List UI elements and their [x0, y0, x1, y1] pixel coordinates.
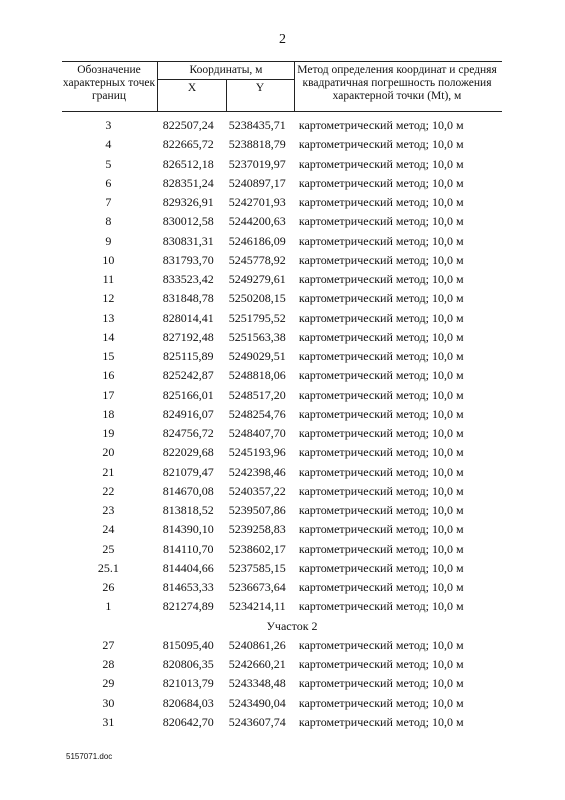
- coord-y: 5239507,86: [228, 503, 286, 518]
- header-x: X: [187, 82, 197, 94]
- method: картометрический метод; 10,0 м: [298, 137, 464, 152]
- coord-y: 5242660,21: [228, 657, 286, 672]
- table-row: [62, 559, 502, 578]
- coord-x: 826512,18: [162, 156, 214, 171]
- point-number: 10: [102, 252, 115, 267]
- section-title: Участок 2: [266, 618, 318, 633]
- point-number: 18: [102, 406, 115, 421]
- coord-x: 825166,01: [162, 387, 214, 402]
- coord-x: 820684,03: [162, 695, 214, 710]
- point-number: 4: [105, 137, 112, 152]
- method: картометрический метод; 10,0 м: [298, 252, 464, 267]
- header-method: Метод определения координат и средняя квадратичная погрешность положения характерной точки (Mt), м: [297, 64, 497, 102]
- table-row: [62, 597, 502, 616]
- method: картометрический метод; 10,0 м: [298, 464, 464, 479]
- point-number: 24: [102, 522, 115, 537]
- table-row: [62, 636, 502, 655]
- method: картометрический метод; 10,0 м: [298, 445, 464, 460]
- table-row: [62, 232, 502, 251]
- coord-x: 814390,10: [162, 522, 214, 537]
- table-row: [62, 540, 502, 559]
- method: картометрический метод; 10,0 м: [298, 541, 464, 556]
- coord-y: 5246186,09: [228, 233, 286, 248]
- point-number: 23: [102, 503, 115, 518]
- point-number: 26: [102, 580, 115, 595]
- method: картометрический метод; 10,0 м: [298, 156, 464, 171]
- coord-y: 5244200,63: [228, 214, 286, 229]
- coord-y: 5238818,79: [228, 137, 286, 152]
- table-row: [62, 270, 502, 289]
- method: картометрический метод; 10,0 м: [298, 233, 464, 248]
- method: картометрический метод; 10,0 м: [298, 560, 464, 575]
- coord-y: 5249279,61: [228, 272, 286, 287]
- table-row: [62, 482, 502, 501]
- method: картометрический метод; 10,0 м: [298, 599, 464, 614]
- point-number: 9: [105, 233, 112, 248]
- coord-y: 5251563,38: [228, 329, 286, 344]
- coord-x: 814110,70: [162, 541, 214, 556]
- method: картометрический метод; 10,0 м: [298, 676, 464, 691]
- coord-x: 821079,47: [162, 464, 214, 479]
- method: картометрический метод; 10,0 м: [298, 368, 464, 383]
- point-number: 21: [102, 464, 115, 479]
- point-number: 25.1: [97, 560, 119, 575]
- table-row: [62, 135, 502, 154]
- table-row: [62, 520, 502, 539]
- coord-x: 831848,78: [162, 291, 214, 306]
- method: картометрический метод; 10,0 м: [298, 214, 464, 229]
- point-number: 25: [102, 541, 115, 556]
- table-row: [62, 212, 502, 231]
- point-number: 30: [102, 695, 115, 710]
- table-row: [62, 347, 502, 366]
- coord-x: 828351,24: [162, 175, 214, 190]
- point-number: 13: [102, 310, 115, 325]
- coord-y: 5248254,76: [228, 406, 286, 421]
- point-number: 3: [105, 118, 112, 133]
- document-filename: 5157071.doc: [66, 752, 113, 761]
- coord-y: 5248407,70: [228, 426, 286, 441]
- method: картометрический метод; 10,0 м: [298, 503, 464, 518]
- point-number: 31: [102, 714, 115, 729]
- coord-y: 5245193,96: [228, 445, 286, 460]
- coord-x: 821013,79: [162, 676, 214, 691]
- table-row: [62, 424, 502, 443]
- coord-x: 824916,07: [162, 406, 214, 421]
- method: картометрический метод; 10,0 м: [298, 387, 464, 402]
- table-row: [62, 405, 502, 424]
- table-row: [62, 443, 502, 462]
- method: картометрический метод; 10,0 м: [298, 406, 464, 421]
- coord-x: 822507,24: [162, 118, 214, 133]
- method: картометрический метод; 10,0 м: [298, 714, 464, 729]
- coord-x: 830831,31: [162, 233, 214, 248]
- coord-x: 824756,72: [162, 426, 214, 441]
- coord-y: 5248517,20: [228, 387, 286, 402]
- coord-y: 5243490,04: [228, 695, 286, 710]
- table-row: [62, 386, 502, 405]
- method: картометрический метод; 10,0 м: [298, 175, 464, 190]
- point-number: 6: [105, 175, 112, 190]
- coord-y: 5250208,15: [228, 291, 286, 306]
- coord-y: 5240357,22: [228, 483, 286, 498]
- coord-y: 5243348,48: [228, 676, 286, 691]
- coord-x: 822029,68: [162, 445, 214, 460]
- table-row: [62, 578, 502, 597]
- coord-x: 813818,52: [162, 503, 214, 518]
- method: картометрический метод; 10,0 м: [298, 483, 464, 498]
- page-number: 2: [279, 32, 286, 47]
- method: картометрический метод; 10,0 м: [298, 291, 464, 306]
- table-row: [62, 674, 502, 693]
- point-number: 7: [105, 195, 112, 210]
- point-number: 14: [102, 329, 115, 344]
- table-row: [62, 694, 502, 713]
- point-number: 19: [102, 426, 115, 441]
- coord-x: 829326,91: [162, 195, 214, 210]
- point-number: 11: [102, 272, 115, 287]
- table-row: [62, 251, 502, 270]
- header-designation: Обозначение характерных точек границ: [62, 64, 156, 102]
- point-number: 12: [102, 291, 115, 306]
- method: картометрический метод; 10,0 м: [298, 657, 464, 672]
- coord-x: 827192,48: [162, 329, 214, 344]
- point-number: 8: [105, 214, 112, 229]
- coord-x: 822665,72: [162, 137, 214, 152]
- point-number: 20: [102, 445, 115, 460]
- table-row: [62, 174, 502, 193]
- point-number: 16: [102, 368, 115, 383]
- header-top-rule: [62, 61, 502, 62]
- coord-y: 5238602,17: [228, 541, 286, 556]
- coord-x: 814670,08: [162, 483, 214, 498]
- point-number: 29: [102, 676, 115, 691]
- coord-y: 5237585,15: [228, 560, 286, 575]
- coord-x: 825242,87: [162, 368, 214, 383]
- method: картометрический метод; 10,0 м: [298, 310, 464, 325]
- method: картометрический метод; 10,0 м: [298, 329, 464, 344]
- point-number: 27: [102, 637, 115, 652]
- coord-y: 5238435,71: [228, 118, 286, 133]
- coord-y: 5234214,11: [229, 599, 286, 614]
- section-heading-row: [62, 617, 502, 636]
- coord-x: 830012,58: [162, 214, 214, 229]
- coord-x: 821274,89: [162, 599, 214, 614]
- coord-x: 820806,35: [162, 657, 214, 672]
- point-number: 1: [105, 599, 112, 614]
- method: картометрический метод; 10,0 м: [298, 695, 464, 710]
- point-number: 22: [102, 483, 115, 498]
- table-row: [62, 328, 502, 347]
- header-y: Y: [255, 82, 265, 94]
- coord-x: 831793,70: [162, 252, 214, 267]
- coord-y: 5236673,64: [228, 580, 286, 595]
- coord-x: 833523,42: [162, 272, 214, 287]
- method: картометрический метод; 10,0 м: [298, 426, 464, 441]
- table-row: [62, 366, 502, 385]
- coord-y: 5249029,51: [228, 349, 286, 364]
- method: картометрический метод; 10,0 м: [298, 637, 464, 652]
- table-row: [62, 289, 502, 308]
- coord-y: 5251795,52: [228, 310, 286, 325]
- coordinates-table-body: [62, 116, 502, 732]
- header-bottom-rule: [62, 111, 502, 112]
- method: картометрический метод; 10,0 м: [298, 118, 464, 133]
- table-row: [62, 116, 502, 135]
- coord-y: 5243607,74: [228, 714, 286, 729]
- table-row: [62, 655, 502, 674]
- header-coordinates: Координаты, м: [189, 64, 263, 76]
- table-row: [62, 463, 502, 482]
- point-number: 5: [105, 156, 112, 171]
- coord-y: 5245778,92: [228, 252, 286, 267]
- table-row: [62, 193, 502, 212]
- table-row: [62, 155, 502, 174]
- coord-y: 5242701,93: [228, 195, 286, 210]
- method: картометрический метод; 10,0 м: [298, 272, 464, 287]
- method: картометрический метод; 10,0 м: [298, 580, 464, 595]
- table-row: [62, 713, 502, 732]
- table-row: [62, 309, 502, 328]
- method: картометрический метод; 10,0 м: [298, 522, 464, 537]
- coord-x: 825115,89: [162, 349, 214, 364]
- table-row: [62, 501, 502, 520]
- coord-y: 5237019,97: [228, 156, 286, 171]
- point-number: 15: [102, 349, 115, 364]
- method: картометрический метод; 10,0 м: [298, 195, 464, 210]
- coord-y: 5248818,06: [228, 368, 286, 383]
- coord-x: 814653,33: [162, 580, 214, 595]
- coord-x: 814404,66: [162, 560, 214, 575]
- coord-y: 5240861,26: [228, 637, 286, 652]
- coord-y: 5240897,17: [228, 175, 286, 190]
- method: картометрический метод; 10,0 м: [298, 349, 464, 364]
- coord-x: 815095,40: [162, 637, 214, 652]
- coord-y: 5239258,83: [228, 522, 286, 537]
- point-number: 17: [102, 387, 115, 402]
- point-number: 28: [102, 657, 115, 672]
- coord-y: 5242398,46: [228, 464, 286, 479]
- coord-x: 820642,70: [162, 714, 214, 729]
- coord-x: 828014,41: [162, 310, 214, 325]
